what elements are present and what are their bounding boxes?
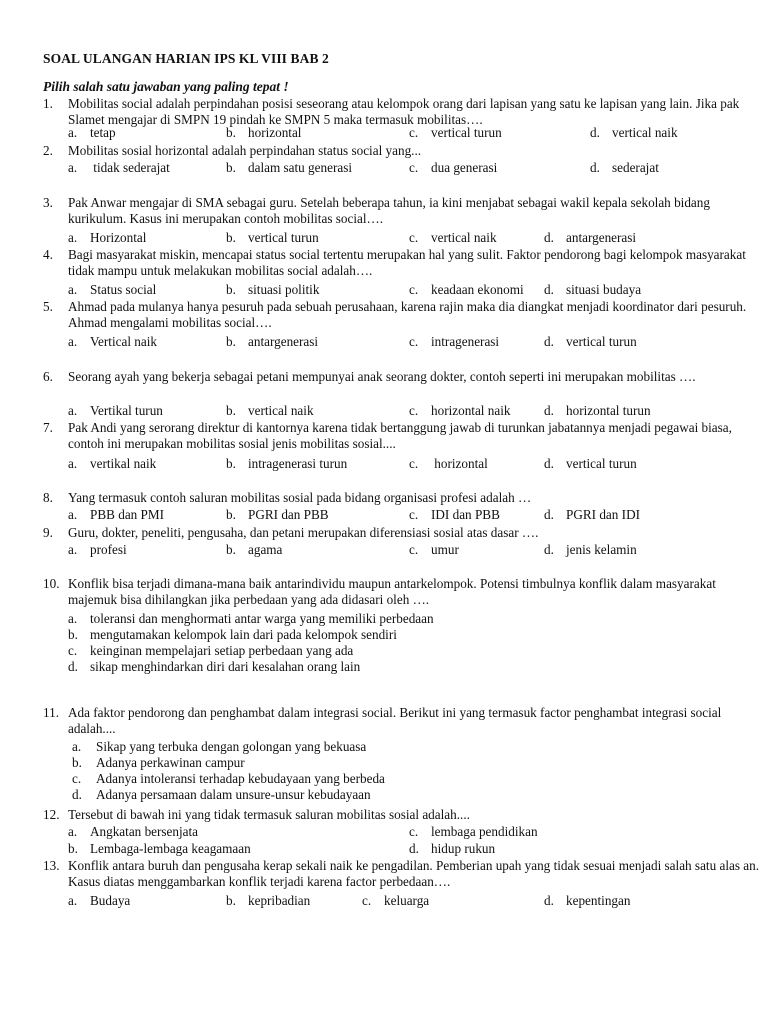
question-text: Pak Andi yang serorang direktur di kantornya karena tidak bertanggung jawab di turunkan jabatannya menjadi pegawai biasa, contoh ini merupakan mobilitas sosial jenis mobilitas sosial....: [68, 420, 732, 451]
option-a: a. Horizontal: [68, 230, 147, 245]
question-6: [43, 369, 768, 385]
question-number: 5.: [43, 299, 53, 314]
option-c: c. keadaan ekonomi: [409, 282, 524, 297]
option-d: d. sederajat: [590, 160, 659, 175]
question-4: [43, 247, 768, 279]
question-5: [43, 299, 768, 331]
option-d: d. situasi budaya: [544, 282, 642, 297]
option-b: b. vertical naik: [226, 403, 314, 418]
options-5: [68, 334, 728, 350]
options-10: [68, 611, 434, 675]
option-b: b. kepribadian: [226, 893, 311, 908]
option-c: c. horizontal: [409, 456, 488, 471]
options-2: [68, 160, 728, 176]
option-d: d. sikap menghindarkan diri dari kesalahan orang lain: [68, 659, 361, 674]
options-11: [72, 739, 385, 803]
question-number: 7.: [43, 420, 53, 435]
option-a: a. Vertical naik: [68, 334, 158, 349]
question-12: [43, 807, 768, 823]
option-a: a. Budaya: [68, 893, 131, 908]
option-d: d. jenis kelamin: [544, 542, 637, 557]
option-b: b. horizontal: [226, 125, 302, 140]
option-c: c. horizontal naik: [409, 403, 511, 418]
option-c: c. IDI dan PBB: [409, 507, 500, 522]
option-d: d. vertical turun: [544, 456, 637, 471]
question-text: Ada faktor pendorong dan penghambat dalam integrasi social. Berikut ini yang termasuk factor penghambat integrasi social adalah....: [68, 705, 722, 736]
option-d: d. antargenerasi: [544, 230, 637, 245]
option-b: b. PGRI dan PBB: [226, 507, 329, 522]
question-number: 13.: [43, 858, 60, 873]
question-2: [43, 143, 768, 159]
option-c: c. dua generasi: [409, 160, 498, 175]
question-11: [43, 705, 768, 737]
question-10: [43, 576, 768, 608]
options-12b: [68, 841, 728, 857]
question-text: Mobilitas sosial horizontal adalah perpindahan status social yang...: [68, 143, 422, 158]
option-b: b. agama: [226, 542, 283, 557]
option-b: b. Lembaga-lembaga keagamaan: [68, 841, 251, 856]
option-a: a. tidak sederajat: [68, 160, 170, 175]
option-a: a. toleransi dan menghormati antar warga yang memiliki perbedaan: [68, 611, 434, 626]
question-number: 10.: [43, 576, 60, 591]
option-d: d. kepentingan: [544, 893, 631, 908]
option-a: a. vertikal naik: [68, 456, 157, 471]
options-3: [68, 230, 728, 246]
options-12a: [68, 824, 728, 840]
options-6: [68, 403, 728, 419]
question-text: Tersebut di bawah ini yang tidak termasuk saluran mobilitas sosial adalah....: [68, 807, 470, 822]
option-d: d. hidup rukun: [409, 841, 496, 856]
question-number: 8.: [43, 490, 53, 505]
question-text: Pak Anwar mengajar di SMA sebagai guru. Setelah beberapa tahun, ia kini menjabat sebagai wakil kepala sekolah bidang kurikulum. Kasus ini merupakan contoh mobilitas social….: [68, 195, 710, 226]
options-7: [68, 456, 728, 472]
question-number: 4.: [43, 247, 53, 262]
question-1: [43, 96, 768, 128]
options-8: [68, 507, 728, 523]
question-number: 11.: [43, 705, 59, 720]
option-a: a. tetap: [68, 125, 116, 140]
question-text: Seorang ayah yang bekerja sebagai petani mempunyai anak seorang dokter, contoh seperti ini merupakan mobilitas ….: [68, 369, 696, 384]
options-9: [68, 542, 728, 558]
option-b: b. antargenerasi: [226, 334, 319, 349]
question-13: [43, 858, 768, 890]
options-13: [68, 893, 728, 909]
option-c: c. vertical naik: [409, 230, 497, 245]
option-d: d. PGRI dan IDI: [544, 507, 640, 522]
question-9: [43, 525, 768, 541]
option-a: a. Vertikal turun: [68, 403, 163, 418]
question-text: Konflik antara buruh dan pengusaha kerap sekali naik ke pengadilan. Pemberian upah yang tidak sesuai menjadi salah satu alas an. Kasus diatas menggambarkan konflik terjadi karena factor perbedaan….: [68, 858, 760, 889]
question-8: [43, 490, 768, 506]
option-d: d. horizontal turun: [544, 403, 651, 418]
option-b: b. intragenerasi turun: [226, 456, 348, 471]
question-number: 1.: [43, 96, 53, 111]
option-a: a. Status social: [68, 282, 157, 297]
options-1: [68, 125, 728, 141]
option-d: d. Adanya persamaan dalam unsure-unsur kebudayaan: [72, 787, 371, 802]
option-a: a. PBB dan PMI: [68, 507, 165, 522]
question-text: Konflik bisa terjadi dimana-mana baik antarindividu maupun antarkelompok. Potensi timbulnya konflik dalam masyarakat majemuk bisa dihilangkan jika perbedaan yang ada didasari oleh ….: [68, 576, 716, 607]
option-c: c. Adanya intoleransi terhadap kebudayaan yang berbeda: [72, 771, 385, 786]
question-number: 9.: [43, 525, 53, 540]
option-c: c. vertical turun: [409, 125, 502, 140]
question-number: 2.: [43, 143, 53, 158]
option-d: d. vertical turun: [544, 334, 637, 349]
option-a: a. Angkatan bersenjata: [68, 824, 199, 839]
option-b: b. mengutamakan kelompok lain dari pada kelompok sendiri: [68, 627, 397, 642]
question-text: Guru, dokter, peneliti, pengusaha, dan petani merupakan diferensiasi sosial atas dasar ….: [68, 525, 539, 540]
instruction: Pilih salah satu jawaban yang paling tepat !: [43, 79, 289, 94]
option-b: b. dalam satu generasi: [226, 160, 352, 175]
question-text: Ahmad pada mulanya hanya pesuruh pada sebuah perusahaan, karena rajin maka dia diangkat menjadi koordinator dari pesuruh. Ahmad mengalami mobilitas social….: [68, 299, 747, 330]
question-3: [43, 195, 768, 227]
option-c: c. intragenerasi: [409, 334, 500, 349]
option-c: c. keluarga: [362, 893, 430, 908]
option-b: b. Adanya perkawinan campur: [72, 755, 245, 770]
option-b: b. vertical turun: [226, 230, 319, 245]
option-b: b. situasi politik: [226, 282, 320, 297]
option-c: c. keinginan mempelajari setiap perbedaan yang ada: [68, 643, 354, 658]
question-number: 6.: [43, 369, 53, 384]
page-title: SOAL ULANGAN HARIAN IPS KL VIII BAB 2: [43, 51, 329, 66]
question-7: [43, 420, 768, 452]
question-number: 12.: [43, 807, 60, 822]
option-a: a. Sikap yang terbuka dengan golongan yang bekuasa: [72, 739, 367, 754]
question-text: Yang termasuk contoh saluran mobilitas sosial pada bidang organisasi profesi adalah …: [68, 490, 532, 505]
option-c: c. lembaga pendidikan: [409, 824, 538, 839]
options-4: [68, 282, 728, 298]
question-number: 3.: [43, 195, 53, 210]
option-a: a. profesi: [68, 542, 127, 557]
question-text: Mobilitas social adalah perpindahan posisi seseorang atau kelompok orang dari lapisan yang satu ke lapisan yang lain. Jika pak Slamet mengajar di SMPN 19 pindah ke SMPN 5 maka termasuk mobilitas….: [68, 96, 740, 127]
option-d: d. vertical naik: [590, 125, 678, 140]
question-text: Bagi masyarakat miskin, mencapai status social tertentu merupakan hal yang sulit. Faktor pendorong bagi kelompok masyarakat tidak mampu untuk melakukan mobilitas social adalah….: [68, 247, 746, 278]
option-c: c. umur: [409, 542, 459, 557]
